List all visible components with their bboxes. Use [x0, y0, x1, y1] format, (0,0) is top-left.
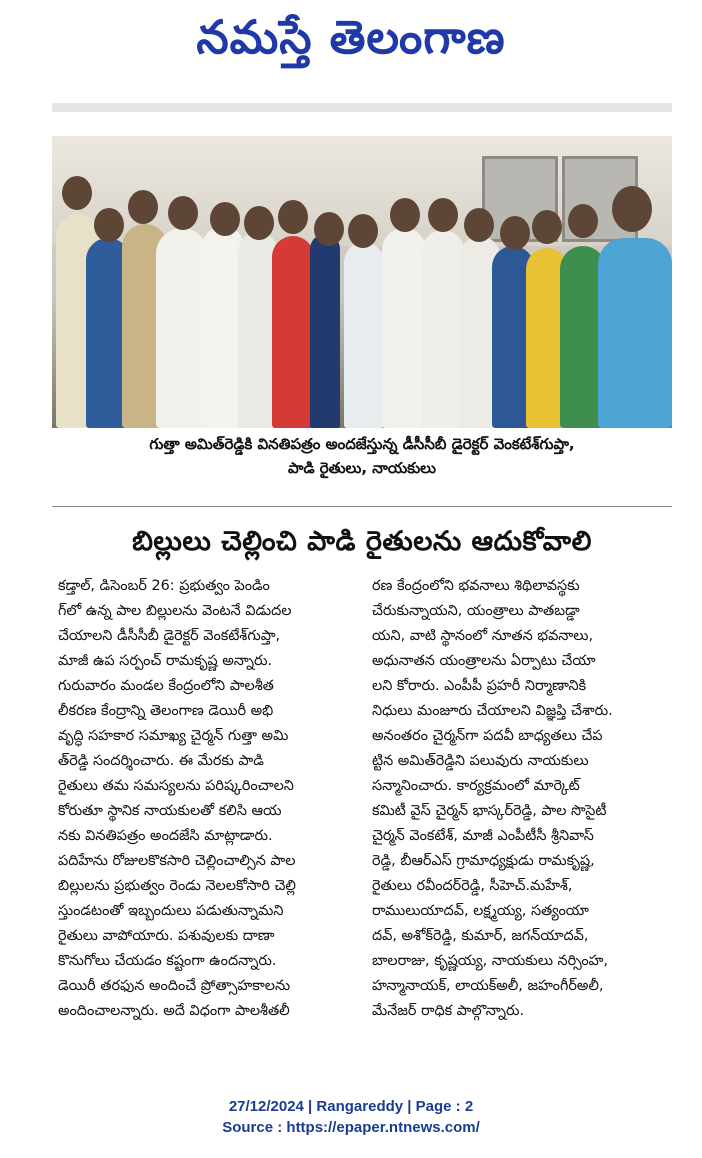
photo-person	[344, 242, 384, 428]
article-column-right	[372, 574, 680, 1024]
article-line: ట్టిన అమిత్‌రెడ్డిని పలువురు నాయకులు	[372, 753, 589, 769]
article-line: సన్మానించారు. కార్యక్రమంలో మార్కెట్	[372, 778, 580, 794]
photo-person	[422, 230, 464, 428]
photo-person-head	[500, 216, 530, 250]
article-line: వృద్ధి సహకార సమాఖ్య చైర్మన్ గుత్తా అమి	[58, 728, 289, 744]
photo-person-head	[62, 176, 92, 210]
article-line: నిధులు మంజూరు చేయాలని విజ్ఞప్తి చేశారు.	[372, 703, 613, 719]
article-line: రెడ్డి, బీఆర్‌ఎస్ గ్రామాధ్యక్షుడు రామకృష్ణ,	[372, 853, 595, 869]
article-column-left	[58, 574, 366, 1024]
photo-person-head	[464, 208, 494, 242]
photo-person	[382, 228, 426, 428]
article-line: నకు వినతిపత్రం అందజేసి మాట్లాడారు.	[58, 828, 273, 844]
article-line: మాజీ ఉప సర్పంచ్ రామకృష్ణ అన్నారు.	[58, 653, 273, 669]
article-line: డెయిరీ తరఫున అందించే ప్రోత్సాహకాలను	[58, 978, 291, 994]
article-line: లీకరణ కేంద్రాన్ని తెలంగాణ డెయిరీ అభి	[58, 703, 274, 719]
article-line: చేరుకున్నాయని, యంత్రాలు పాతబడ్డా	[372, 603, 580, 619]
photo-person	[598, 238, 672, 428]
photo-person	[156, 228, 208, 428]
article-line: రైతులు రవీందర్‌రెడ్డి, సీహెచ్.మహేశ్,	[372, 878, 573, 894]
photo-person-head	[168, 196, 198, 230]
article-line: పదిహేను రోజులకొకసారి చెల్లించాల్సిన పాల	[58, 853, 296, 869]
article-line: త్‌రెడ్డి సందర్శించారు. ఈ మేరకు పాడి	[58, 753, 264, 769]
article-line: అధునాతన యంత్రాలను ఏర్పాటు చేయా	[372, 653, 596, 669]
article-line: కడ్తాల్, డిసెంబర్ 26: ప్రభుత్వం పెండిం	[58, 578, 270, 594]
photo-person-head	[568, 204, 598, 238]
article-line: రైతులు వాపోయారు. పశువులకు దాణా	[58, 928, 275, 944]
photo-caption	[52, 432, 672, 480]
photo-person-head	[390, 198, 420, 232]
photo-person	[272, 236, 314, 428]
article-line: చైర్మన్ వెంకటేశ్, మాజీ ఎంపీటీసీ శ్రీనివాస్	[372, 828, 594, 844]
article-line: గ్‌లో ఉన్న పాల బిల్లులను వెంటనే విడుదల	[58, 603, 292, 619]
article-line: బిల్లులను ప్రభుత్వం రెండు నెలలకోసారి చెల్లి	[58, 878, 296, 894]
article-line: గురువారం మండల కేంద్రంలోని పాలశీత	[58, 678, 274, 694]
photo-person-head	[244, 206, 274, 240]
photo-person-head	[94, 208, 124, 242]
page-footer	[0, 1096, 702, 1138]
article-line: కోరుతూ స్థానిక నాయకులతో కలిసి ఆయ	[58, 803, 282, 819]
photo-person-head	[428, 198, 458, 232]
article-headline: బిల్లులు చెల్లించి పాడి రైతులను ఆదుకోవాలి	[132, 526, 592, 557]
article-line: హన్మానాయక్, లాయక్‌అలీ, జహంగీర్‌అలీ,	[372, 978, 604, 994]
photo-person-head	[612, 186, 652, 232]
article-line: బాలరాజు, కృష్ణయ్య, నాయకులు నర్సింహ,	[372, 953, 609, 969]
photo-caption-line: పాడి రైతులు, నాయకులు	[287, 459, 436, 477]
article-line: రాములుయాదవ్, లక్ష్మయ్య, సత్యంయా	[372, 903, 589, 919]
newspaper-title: నమస్తే తెలంగాణ	[196, 10, 506, 64]
photo-caption-line: గుత్తా అమిత్‌రెడ్డికి వినతిపత్రం అందజేస్తున్న డీసీసీబీ డైరెక్టర్ వెంకటేశ్‌గుప్తా,	[149, 435, 575, 453]
article-line: కమిటీ వైస్ చైర్మన్ భాస్కర్‌రెడ్డి, పాల సొసైటీ	[372, 803, 607, 819]
photo-person-head	[314, 212, 344, 246]
photo-person-head	[532, 210, 562, 244]
article-line: మేనేజర్ రాధిక పాల్గొన్నారు.	[372, 1003, 525, 1019]
caption-divider	[52, 506, 672, 507]
footer-date-edition: 27/12/2024 | Rangareddy | Page : 2	[228, 1098, 474, 1115]
masthead	[0, 0, 702, 80]
news-photo	[52, 136, 672, 428]
article-line: లని కోరారు. ఎంపీపీ ప్రహరీ నిర్మాణానికి	[372, 678, 587, 694]
article-line: కొనుగోలు చేయడం కష్టంగా ఉందన్నారు.	[58, 953, 277, 969]
article-line: స్తుండటంతో ఇబ్బందులు పడుతున్నామని	[58, 903, 284, 919]
photo-person	[310, 234, 340, 428]
photo-person-head	[128, 190, 158, 224]
article-line: యని, వాటి స్థానంలో నూతన భవనాలు,	[372, 628, 594, 644]
article-line: రణ కేంద్రంలోని భవనాలు శిథిలావస్థకు	[372, 578, 580, 594]
article-line: రైతులు తమ సమస్యలను పరిష్కరించాలని	[58, 778, 294, 794]
article-line: దవ్, అశోక్‌రెడ్డి, కుమార్, జగన్‌యాదవ్,	[372, 928, 589, 944]
masthead-divider	[52, 103, 672, 112]
photo-person-head	[210, 202, 240, 236]
article-line: చేయాలని డీసీసీబీ డైరెక్టర్ వెంకటేశ్‌గుప్తా,	[58, 628, 281, 644]
article-line: అనంతరం చైర్మన్‌గా పదవీ బాధ్యతలు చేప	[372, 728, 603, 744]
photo-person-head	[278, 200, 308, 234]
photo-person-head	[348, 214, 378, 248]
footer-source: Source : https://epaper.ntnews.com/	[222, 1119, 480, 1136]
article-line: అందించాలన్నారు. అదే విధంగా పాలశీతలీ	[58, 1003, 290, 1019]
